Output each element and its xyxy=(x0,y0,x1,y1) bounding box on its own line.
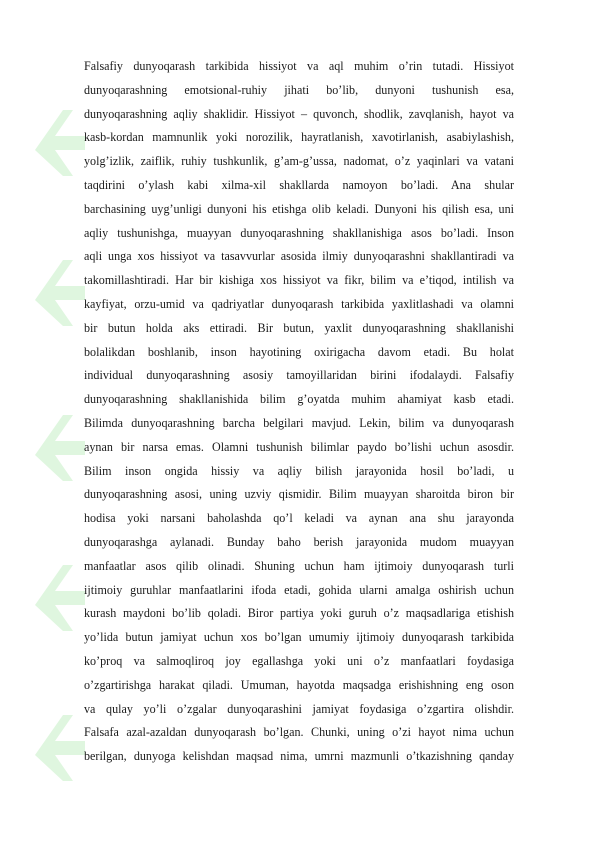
text-line: bir butun holda aks ettiradi. Bir butun, yaxlit dunyoqarashning shakllanishi xyxy=(84,320,514,335)
body-paragraph xyxy=(84,55,514,769)
text-line: kurash maydoni bo’lib qoladi. Biror partiya yoki guruh o’z maqsadlariga etishish xyxy=(84,606,514,621)
text-line: o’zgartirishga harakat qiladi. Umuman, hayotda maqsadga erishishning eng oson xyxy=(84,677,514,692)
arrow-watermark-icon xyxy=(35,565,85,631)
text-line: individual dunyoqarashning asosiy tamoyillaridan birini ifodalaydi. Falsafiy xyxy=(84,368,514,383)
text-line: bolalikdan boshlanib, inson hayotining oxirigacha davom etadi. Bu holat xyxy=(84,344,514,359)
text-line: dunyoqarashning emotsional-ruhiy jihati bo’lib, dunyoni tushunish esa, xyxy=(84,82,514,97)
text-line: kasb-kordan mamnunlik yoki norozilik, hayratlanish, xavotirlanish, asabiylashish, xyxy=(84,130,514,145)
text-line: aqli unga xos hissiyot va tasavvurlar asosida ilmiy dunyoqarashni shakllantiradi va xyxy=(84,249,514,264)
text-line: ijtimoiy guruhlar manfaatlarini ifoda etadi, gohida ularni amalga oshirish uchun xyxy=(84,582,514,597)
text-line: aynan bir narsa emas. Olamni tushunish bilimlar paydo bo’lishi uchun asosdir. xyxy=(84,439,514,454)
text-line: taqdirini o’ylash kabi xilma-xil shakllarda namoyon bo’ladi. Ana shular xyxy=(84,177,514,192)
text-line: dunyoqarashga aylanadi. Bunday baho berish jarayonida mudom muayyan xyxy=(84,534,514,549)
text-line: ko’proq va salmoqliroq joy egallashga yoki uni o’z manfaatlari foydasiga xyxy=(84,653,514,668)
text-line: manfaatlar asos qilib olinadi. Shuning uchun ham ijtimoiy dunyoqarash turli xyxy=(84,558,514,573)
text-line: berilgan, dunyoga kelishdan maqsad nima, umrni mazmunli o’tkazishning qanday xyxy=(84,749,514,764)
text-line: aqliy tushunishga, muayyan dunyoqarashning shakllanishiga asos bo’ladi. Inson xyxy=(84,225,514,240)
text-line: Bilimda dunyoqarashning barcha belgilari mavjud. Lekin, bilim va dunyoqarash xyxy=(84,415,514,430)
text-line: hodisa yoki narsani baholashda qo’l keladi va aynan ana shu jarayonda xyxy=(84,511,514,526)
text-line: yo’lida butun jamiyat uchun xos bo’lgan umumiy ijtimoiy dunyoqarash tarkibida xyxy=(84,630,514,645)
text-line: Falsafiy dunyoqarash tarkibida hissiyot va aql muhim o’rin tutadi. Hissiyot xyxy=(84,59,514,73)
text-line: yolg’izlik, zaiflik, ruhiy tushkunlik, g’am-g’ussa, nadomat, o’z yaqinlari va vatani xyxy=(84,154,514,169)
arrow-watermark-icon xyxy=(35,110,85,176)
arrow-watermark-icon xyxy=(35,715,85,781)
arrow-watermark-icon xyxy=(35,260,85,326)
text-line: dunyoqarashning aqliy shaklidir. Hissiyot – quvonch, shodlik, zavqlanish, hayot va xyxy=(84,106,514,121)
text-line: barchasining uyg’unligi dunyoni his etishga olib keladi. Dunyoni his qilish esa, uni xyxy=(84,201,514,216)
text-line: va qulay yo’li o’zgalar dunyoqarashini jamiyat foydasiga o’zgartira olishdir. xyxy=(84,701,514,716)
text-line: dunyoqarashning asosi, uning uzviy qismidir. Bilim muayyan sharoitda biron bir xyxy=(84,487,514,502)
text-line: Falsafa azal-azaldan dunyoqarash bo’lgan. Chunki, uning o’zi hayot nima uchun xyxy=(84,725,514,740)
text-line: kayfiyat, orzu-umid va qadriyatlar dunyoqarash tarkibida yaxlitlashadi va olamni xyxy=(84,296,514,311)
arrow-watermark-icon xyxy=(35,415,85,481)
text-line: Bilim inson ongida hissiy va aqliy bilish jarayonida hosil bo’ladi, u xyxy=(84,463,514,478)
text-line: takomillashtiradi. Har bir kishiga xos hissiyot va fikr, bilim va e’tiqod, intilish va xyxy=(84,273,514,288)
text-line: dunyoqarashning shakllanishida bilim g’oyatda muhim ahamiyat kasb etadi. xyxy=(84,392,514,407)
